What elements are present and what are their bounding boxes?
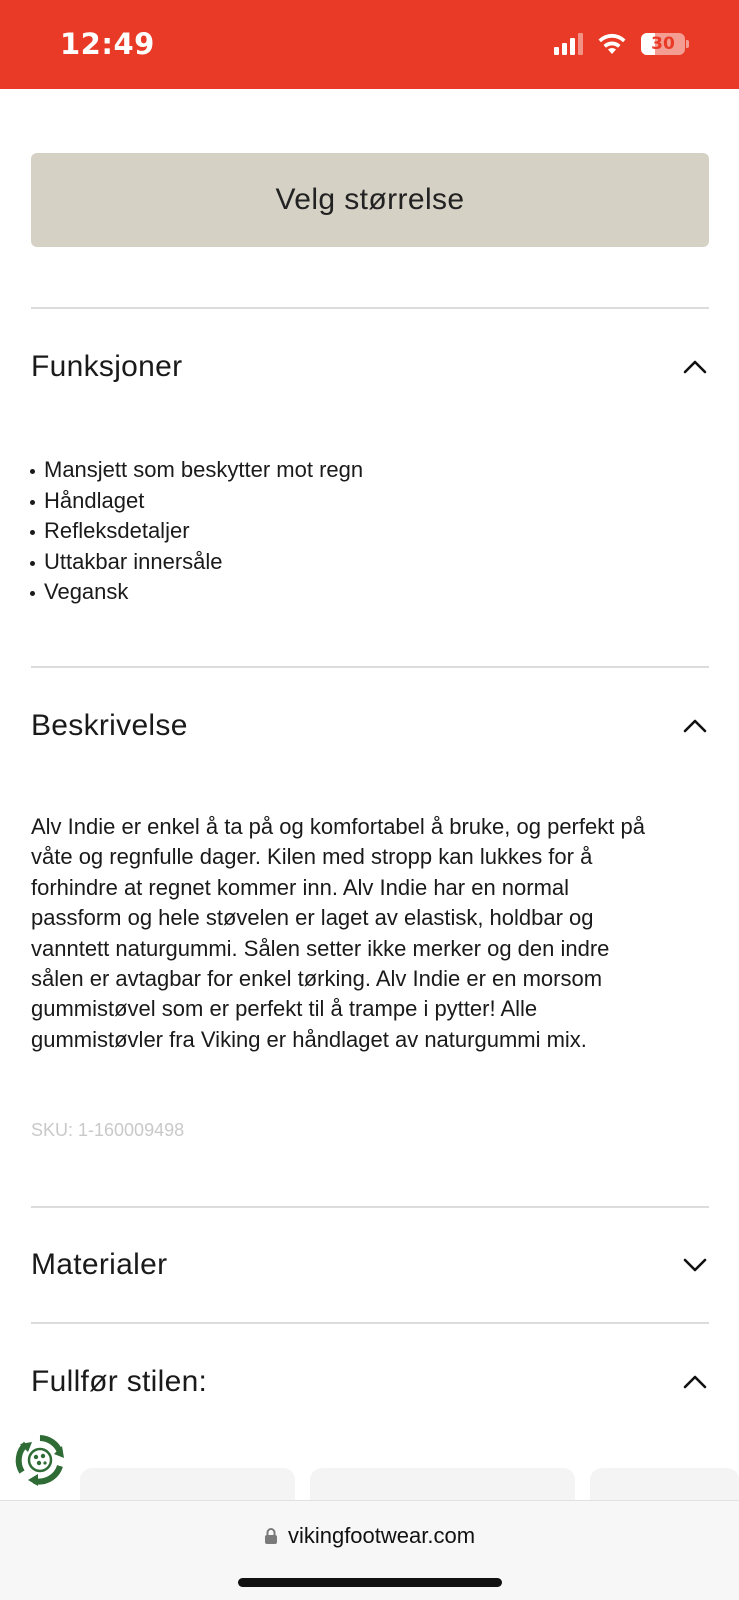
list-item: Uttakbar innersåle [30, 547, 363, 578]
list-item: Vegansk [30, 577, 363, 608]
list-item: Mansjett som beskytter mot regn [30, 455, 363, 486]
description-title: Beskrivelse [31, 709, 188, 742]
functions-accordion-header[interactable] [31, 342, 709, 392]
url-bar[interactable] [0, 1523, 739, 1549]
description-accordion-header[interactable] [31, 701, 709, 751]
complete-style-accordion-header[interactable] [31, 1357, 709, 1407]
divider [31, 1322, 709, 1324]
materials-title: Materialer [31, 1248, 168, 1281]
status-icons [554, 33, 689, 55]
url-text: vikingfootwear.com [287, 1523, 476, 1548]
divider [31, 666, 709, 668]
battery-level: 30 [651, 34, 675, 54]
functions-list [30, 455, 363, 608]
description-text: Alv Indie er enkel å ta på og komfortabel å bruke, og perfekt på våte og regnfulle dager. Kilen med stropp kan lukkes for å forhindre at regnet kommer inn. Alv Indie har en normal passform og hele støvelen er laget av elastisk, holdbar og vanntett naturgummi. Sålen setter ikke merker og den indre sålen er avtagbar for enkel tørking. Alv Indie er en morsom gummistøvel som er perfekt til å trampe i pytter! Alle gummistøvler fra Viking er håndlaget av naturgummi mix. [31, 814, 645, 1052]
select-size-button[interactable]: Velg størrelse [31, 153, 709, 247]
browser-bar [0, 1500, 739, 1600]
complete-style-title: Fullfør stilen: [31, 1365, 208, 1398]
battery-icon [641, 33, 689, 55]
functions-title: Funksjoner [31, 350, 183, 383]
home-indicator[interactable] [238, 1578, 502, 1587]
signal-icon [554, 33, 583, 55]
lock-icon [264, 1527, 278, 1545]
status-bar [0, 0, 739, 89]
divider [31, 1206, 709, 1208]
chevron-up-icon [681, 712, 709, 740]
materials-accordion-header[interactable] [31, 1240, 709, 1290]
list-item: Håndlaget [30, 486, 363, 517]
chevron-up-icon [681, 353, 709, 381]
sku-text: SKU: 1-160009498 [31, 1120, 185, 1140]
chevron-up-icon [681, 1368, 709, 1396]
wifi-icon [597, 33, 627, 55]
status-time: 12:49 [60, 27, 155, 61]
recycle-badge-icon[interactable] [12, 1432, 68, 1488]
chevron-down-icon [681, 1251, 709, 1279]
list-item: Refleksdetaljer [30, 516, 363, 547]
divider [31, 307, 709, 309]
